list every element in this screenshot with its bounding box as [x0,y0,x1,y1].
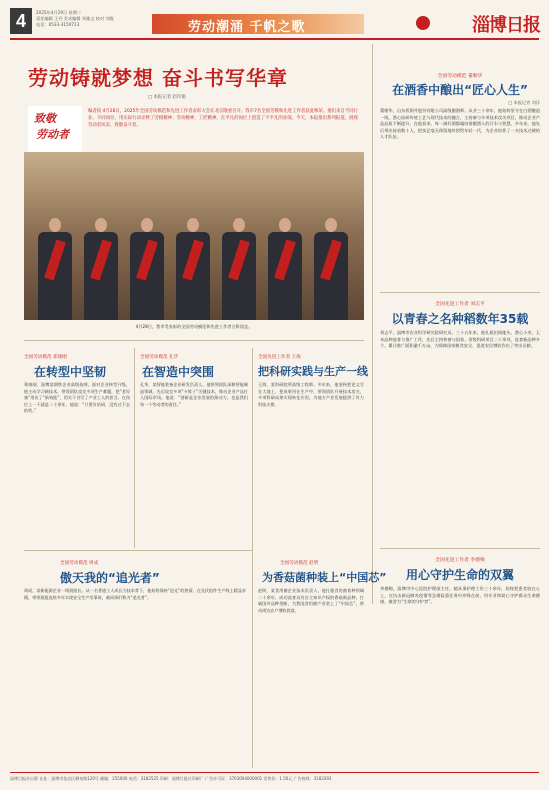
header-rule [10,38,539,40]
issue-meta [36,10,136,28]
meta-line: 电话：0533-3150713 [36,22,80,27]
article-tag: 全国劳动模范 赵明 [280,561,319,566]
banner-text: 劳动潮涌 千帆之歌 [188,20,306,35]
article-body: 刘志平，淄博市农业科学研究院研究员。三十五年来，他扎根田间地头，潜心小麦、玉米品种选育与推广工作，先后主持和参与国家、省级科研项目二十余项，选育新品种多个，累计推广面积逾千万亩，为保障国家粮食安全、促进农民增收作出了突出贡献。 [380,330,540,349]
article-title: 把科研实践与生产一线 [258,365,368,378]
article-tag: 全国先进工作者 李德梅 [435,558,485,563]
article-title: 在转型中坚韧 [34,365,107,379]
masthead: 淄博日报 [472,15,540,36]
article-body: 李德梅，淄博市中心医院护理部主任。她从事护理工作三十余年，始终把患者放在心上，在抗击新冠肺炎疫情等急难险重任务中冲锋在前，用专业和爱心守护群众生命健康，被誉为“生命的守护者”。 [380,586,540,605]
article-body: 郑康刚，淄博某钢铁企业高级技师。面对企业转型升级，他主动学习新技术，带领团队攻克多项生产难题，把“老设备”用出了“新效能”，用实干书写了产业工人的担当。在岗位上一干就是二十余年，他说：“只要肯钻研，没有过不去的坎。” [24,382,130,414]
article-title: 在酒香中酿出“匠心人生” [392,83,528,97]
section-banner [152,14,364,34]
page-number: 4 [10,8,32,34]
article-tag: 全国先进工作者 刘志平 [435,302,485,307]
article-body: 王海，某科研院所高级工程师。多年来，他坚持把论文写在大地上，把成果用在生产中，带领团队开展技术攻关，多项科研成果实现转化应用，为地方产业发展提供了有力科技支撑。 [258,382,364,407]
article-title: 傲天我的“追光者” [60,571,160,585]
column-divider [372,44,373,604]
article-tag: 全国劳动模范 孔华 [140,355,179,360]
article-title: 用心守护生命的双翼 [405,568,514,582]
page-footer: 淄博日报社出版 社址：淄博市张店区柳泉路120号 邮编：255000 电话：3182525 印刷：淄博日报社印刷厂 广告许可证：3703004000001 零售价：1.50元 广告热线：3183393 [10,772,539,782]
byline: □ 本报记者 赵玲瑜 [148,95,186,100]
article-body: 赵明，某食用菌企业技术负责人。他扎根食用菌育种领域二十余年，成功选育具有自主知识产权的香菇新品种，打破国外品种垄断，为我国食用菌产业装上了“中国芯”，带动周边农户增收致富。 [258,588,364,613]
meta-line: 2025年4月29日 星期二 [36,10,82,15]
group-photo [24,152,364,320]
editor-note: 编者按 4月28日，2025年全国劳动模范和先进工作者表彰大会在北京隆重召开。我市7名全国劳模和先进工作者获此殊荣。他们来自不同行业、不同岗位，用实际行动诠释了劳模精神、劳动精神、工匠精神，在平凡的岗位上创造了不平凡的业绩。今天，本报推出系列报道，展现劳动者风采，致敬奋斗者。 [88,109,358,129]
article-tag: 全国劳动模范 董朝华 [437,74,483,79]
masthead-logo-icon [416,16,430,30]
meta-line: 责任编辑 王丹 美术编辑 刘雅文 校对 刘俊 [36,16,114,21]
article-tag: 全国先进工作者 王海 [258,355,301,360]
main-headline: 劳动铸就梦想 奋斗书写华章 [28,66,288,90]
article-body: 董朝华，山东扳倒井股份有限公司高级酿酒师。从业三十余年，他始终坚守在白酒酿造一线，潜心钻研传统工艺与现代技术的融合，主持参与多项技术攻关项目，推动企业产品品质不断提升。在他看来，每一滴好酒都凝结着酿酒人的汗水与智慧。多年来，他先后带出徒弟数十人，把技艺毫无保留地传授给年轻一代，为企业培养了一支技术过硬的人才队伍。 [380,108,540,140]
section-rule [24,340,364,341]
column-divider [252,348,253,768]
article-body: 周成，某新能源企业一线班组长。从一名普通工人成长为技术骨干，他始终保持“追光”的热情，在光伏组件生产线上精益求精，带领班组连续多年实现安全生产零事故，被同事们称为“追光者”。 [24,588,246,600]
article-title: 为香菇菌种装上“中国芯” [262,571,387,584]
column-divider [134,348,135,548]
page-header [10,8,540,38]
article-tag: 全国劳动模范 周成 [60,561,99,566]
section-rule [24,550,252,551]
article-body: 孔华，某智能装备企业研发负责人。他带领团队深耕智能制造领域，先后攻克多项“卡脖子”关键技术，推动企业产品打入国际市场。他说：“创新是企业发展的源动力，也是我们每一个劳动者的责任。” [140,382,248,407]
section-rule [380,292,540,293]
article-author: □ 本报记者 刘洋 [508,100,540,105]
article-tag: 全国劳动模范 郑康刚 [24,355,67,360]
photo-caption: 4月28日，我市受表彰的全国劳动模范和先进工作者合影留念。 [135,324,253,329]
section-rule [380,548,540,549]
article-title: 以青春之名种稻数年35载 [391,312,529,326]
honor-line1: 致敬 [34,112,56,125]
honor-badge [28,106,82,152]
article-title: 在智造中突围 [142,365,215,379]
honor-line2: 劳动者 [36,128,69,141]
